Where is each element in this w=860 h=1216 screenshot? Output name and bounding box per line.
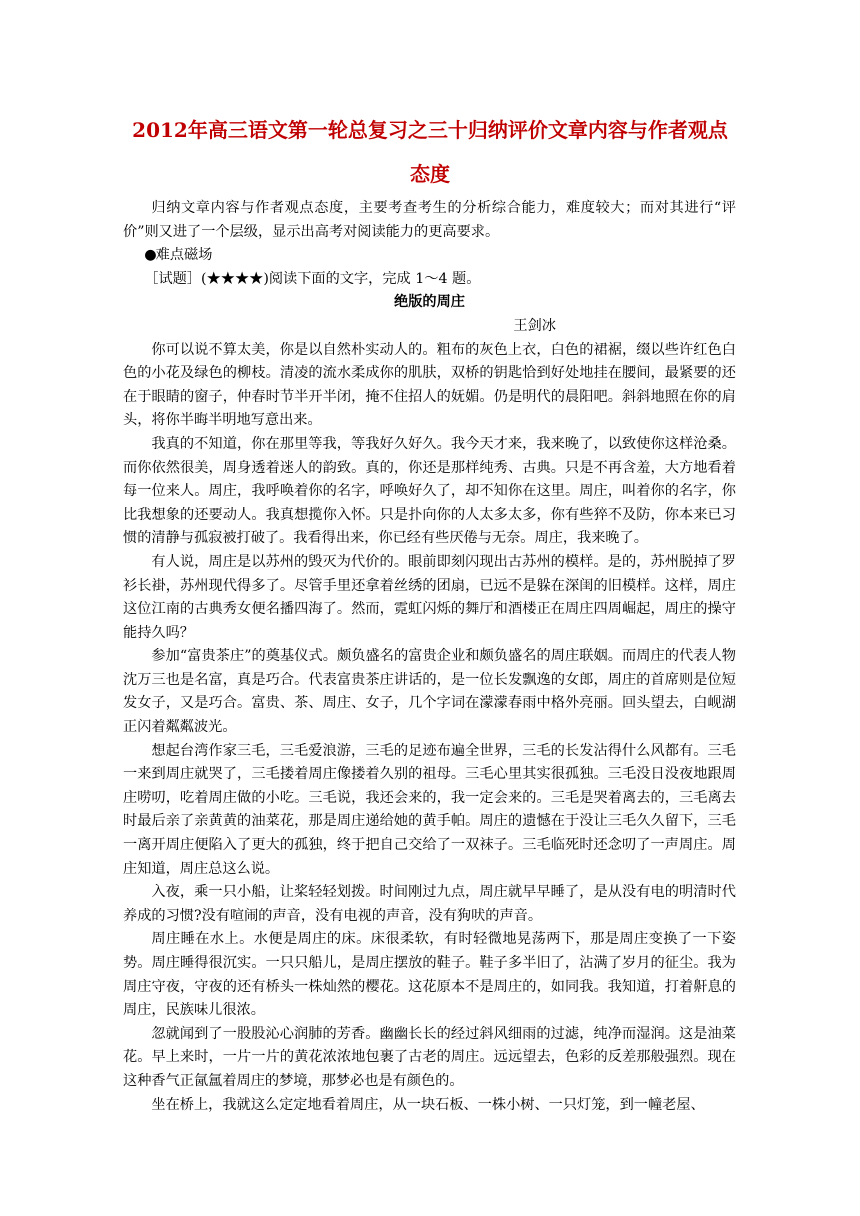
essay-paragraph: 入夜，乘一只小船，让桨轻轻划拨。时间刚过九点，周庄就早早睡了，是从没有电的明清时代养成的习惯?没有喧闹的声音，没有电视的声音，没有狗吠的声音。: [123, 884, 736, 924]
essay-paragraph: 我真的不知道，你在那里等我，等我好久好久。我今天才来，我来晚了，以致使你这样沧桑。而你依然很美，周身透着迷人的韵致。真的，你还是那样纯秀、古典。只是不再含羞，大方地看着每一位来人。周庄，我呼唤着你的名字，呼唤好久了，却不知你在这里。周庄，叫着你的名字，你比我想象的还要动人。我真想揽你入怀。只是扑向你的人太多太多，你有些猝不及防，你本来已习惯的清静与孤寂被打破了。我看得出来，你已经有些厌倦与无奈。周庄，我来晚了。: [123, 435, 736, 547]
essay-paragraph: 忽就闻到了一股股沁心润肺的芳香。幽幽长长的经过斜风细雨的过滤，纯净而湿润。这是油菜花。早上来时，一片一片的黄花浓浓地包裹了古老的周庄。远远望去，色彩的反差那般强烈。现在这种香气正氤氲着周庄的梦境，那梦必也是有颜色的。: [123, 1025, 736, 1089]
essay-paragraph: 想起台湾作家三毛，三毛爱浪游，三毛的足迹布遍全世界，三毛的长发沾得什么风都有。三毛一来到周庄就哭了，三毛搂着周庄像搂着久别的祖母。三毛心里其实很孤独。三毛没日没夜地跟周庄唠叨，吃着周庄做的小吃。三毛说，我还会来的，我一定会来的。三毛是哭着离去的，三毛离去时最后亲了亲黄黄的油菜花，那是周庄递给她的黄手帕。周庄的遗憾在于没让三毛久久留下，三毛一离开周庄便陷入了更大的孤独，终于把自己交给了一双袜子。三毛临死时还念叨了一声周庄。周庄知道，周庄总这么说。: [123, 742, 736, 877]
intro-paragraph: 归纳文章内容与作者观点态度，主要考查考生的分析综合能力，难度较大；而对其进行“评价”则又进了一个层级，显示出高考对阅读能力的更高要求。: [123, 200, 736, 240]
essay-paragraph: 你可以说不算太美，你是以自然朴实动人的。粗布的灰色上衣，白色的裙裾，缀以些许红色白色的小花及绿色的柳枝。清凌的流水柔成你的肌肤，双桥的钥匙恰到好处地挂在腰间，最紧要的还在于眼睛的窗子，仲春时节半开半闭，掩不住招人的妩媚。仍是明代的晨阳吧。斜斜地照在你的肩头，将你半晦半明地写意出来。: [123, 341, 736, 429]
section-label: 难点磁场: [155, 247, 213, 264]
essay-title: 绝版的周庄: [394, 294, 465, 311]
document-body: [123, 197, 736, 1117]
document-title-line1: 2012年高三语文第一轮总复习之三十归纳评价文章内容与作者观点: [132, 118, 728, 142]
essay-author: 王剑冰: [513, 317, 556, 334]
section-heading: [123, 244, 736, 268]
bullet-icon: ●: [144, 247, 157, 264]
essay-paragraph: 周庄睡在水上。水便是周庄的床。床很柔软，有时轻微地晃荡两下，那是周庄变换了一下姿势。周庄睡得很沉实。一只只船儿，是周庄摆放的鞋子。鞋子多半旧了，沾满了岁月的征尘。我为周庄守夜，守夜的还有桥头一株灿然的樱花。这花原本不是周庄的，如同我。我知道，打着鼾息的周庄，民族味儿很浓。: [123, 931, 736, 1019]
essay-paragraph: 参加“富贵茶庄”的奠基仪式。颇负盛名的富贵企业和颇负盛名的周庄联姻。而周庄的代表人物沈万三也是名富，真是巧合。代表富贵茶庄讲话的，是一位长发飘逸的女郎，周庄的首席则是位短发女子，又是巧合。富贵、茶、周庄、女子，几个字词在濛濛春雨中格外亮丽。回头望去，白岘湖正闪着粼粼波光。: [123, 648, 736, 736]
document-title-line2: 态度: [410, 162, 450, 186]
essay-paragraph: 有人说，周庄是以苏州的毁灭为代价的。眼前即刻闪现出古苏州的模样。是的，苏州脱掉了罗衫长褂，苏州现代得多了。尽管手里还拿着丝绣的团扇，已远不是躲在深闺的旧模样。这样，周庄这位江南的古典秀女便名播四海了。然而，霓虹闪烁的舞厅和酒楼正在周庄四周崛起，周庄的操守能持久吗？: [123, 553, 736, 641]
question-prompt: ［试题］(★★★★)阅读下面的文字，完成 1～4 题。: [144, 270, 481, 287]
essay-paragraph: 坐在桥上，我就这么定定地看着周庄，从一块石板、一株小树、一只灯笼，到一幢老屋、: [151, 1096, 705, 1113]
